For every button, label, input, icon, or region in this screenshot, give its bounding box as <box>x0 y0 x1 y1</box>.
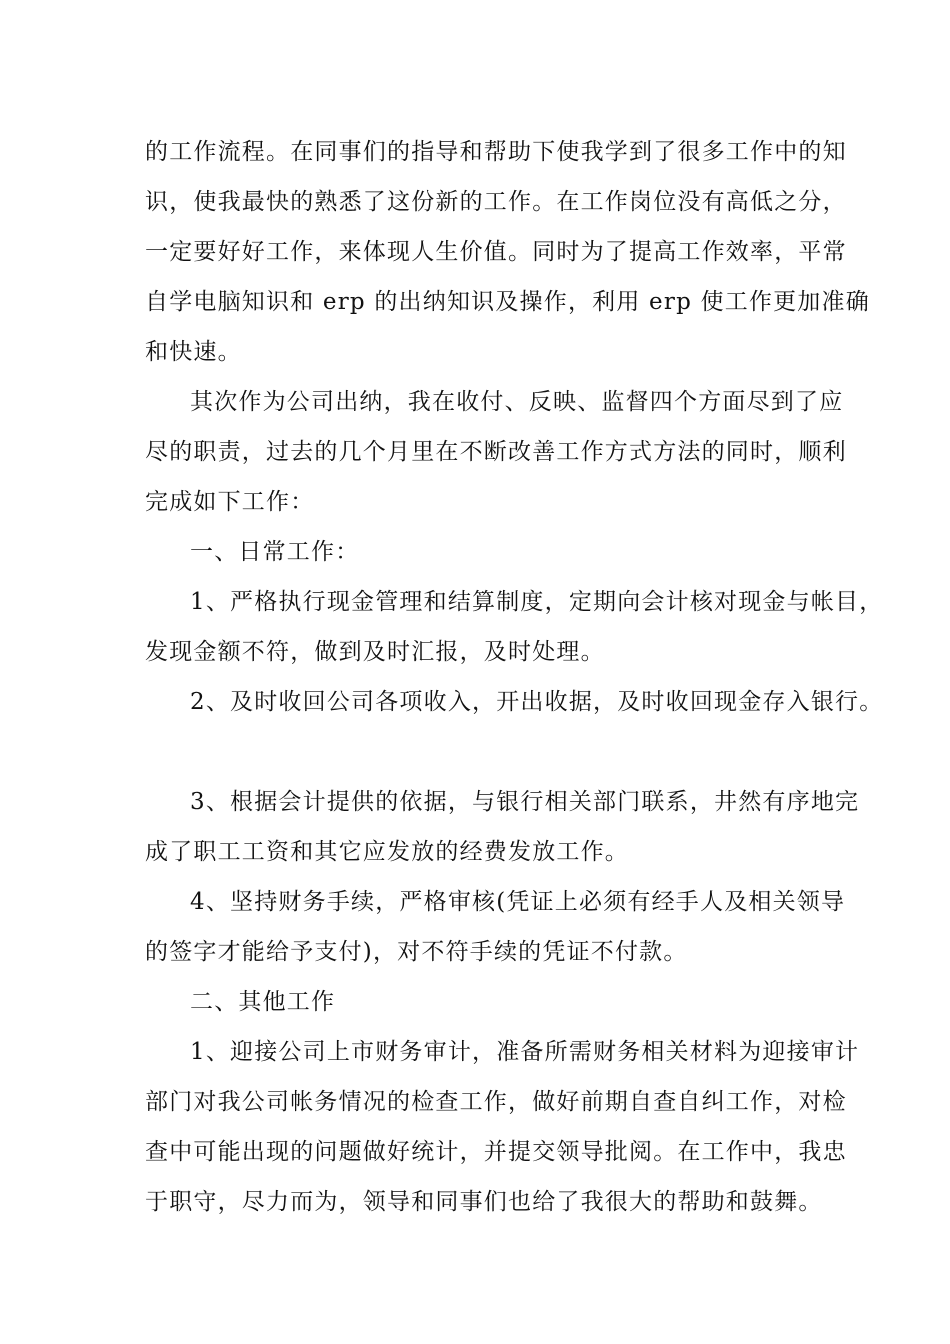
list-item-first-line: 2、及时收回公司各项收入，开出收据，及时收回现金存入银行。 <box>190 689 884 715</box>
text-line: 发现金额不符，做到及时汇报，及时处理。 <box>145 639 605 665</box>
text-line: 查中可能出现的问题做好统计，并提交领导批阅。在工作中，我忠 <box>145 1139 847 1165</box>
text-line: 于职守，尽力而为，领导和同事们也给了我很大的帮助和鼓舞。 <box>145 1189 823 1215</box>
text-line: 和快速。 <box>145 339 242 365</box>
list-item-first-line: 1、迎接公司上市财务审计，准备所需财务相关材料为迎接审计 <box>190 1039 860 1065</box>
text-line: 尽的职责，过去的几个月里在不断改善工作方式方法的同时，顺利 <box>145 439 847 465</box>
section-heading: 一、日常工作： <box>190 539 360 565</box>
text-line: 自学电脑知识和 erp 的出纳知识及操作，利用 erp 使工作更加准确 <box>145 289 870 315</box>
text-line: 一定要好好工作，来体现人生价值。同时为了提高工作效率，平常 <box>145 239 847 265</box>
paragraph-first-line: 其次作为公司出纳，我在收付、反映、监督四个方面尽到了应 <box>190 389 844 415</box>
text-line: 部门对我公司帐务情况的检查工作，做好前期自查自纠工作，对检 <box>145 1089 847 1115</box>
list-item-first-line: 3、根据会计提供的依据，与银行相关部门联系，井然有序地完 <box>190 789 860 815</box>
text-line: 识，使我最快的熟悉了这份新的工作。在工作岗位没有高低之分， <box>145 189 847 215</box>
text-line: 成了职工工资和其它应发放的经费发放工作。 <box>145 839 629 865</box>
text-line: 的签字才能给予支付)，对不符手续的凭证不付款。 <box>145 939 688 965</box>
list-item-first-line: 4、坚持财务手续，严格审核(凭证上必须有经手人及相关领导 <box>190 889 846 915</box>
list-item-first-line: 1、严格执行现金管理和结算制度，定期向会计核对现金与帐目， <box>190 589 884 615</box>
text-line: 完成如下工作： <box>145 489 315 515</box>
section-heading: 二、其他工作 <box>190 989 336 1015</box>
text-line: 的工作流程。在同事们的指导和帮助下使我学到了很多工作中的知 <box>145 139 847 165</box>
